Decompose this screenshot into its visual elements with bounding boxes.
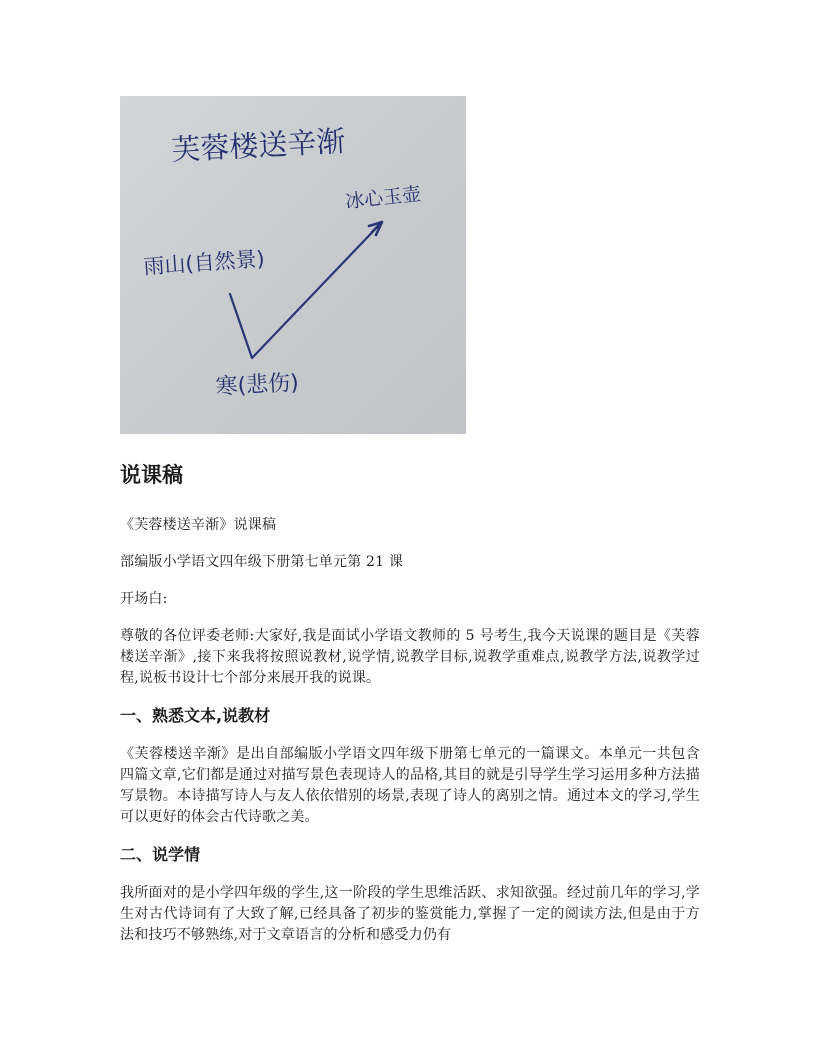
diagram-svg <box>120 96 466 434</box>
handwritten-diagram-photo <box>120 96 466 434</box>
doc-line-lesson: 部编版小学语文四年级下册第七单元第 21 课 <box>120 554 404 570</box>
diagram-arrow-line <box>230 222 382 358</box>
diagram-node-left: 雨山(自然景) <box>142 246 266 279</box>
diagram-title: 芙蓉楼送辛渐 <box>170 123 347 167</box>
doc-line-opening: 开场白: <box>120 591 168 607</box>
document-body <box>120 452 700 962</box>
doc-heading: 说课稿 <box>120 463 183 487</box>
diagram-node-bottom: 寒(悲伤) <box>215 370 300 400</box>
section1-heading: 一、熟悉文本,说教材 <box>120 706 271 725</box>
diagram-node-top: 冰心玉壶 <box>344 183 423 213</box>
doc-intro-paragraph: 尊敬的各位评委老师:大家好,我是面试小学语文教师的 5 号考生,我今天说课的题目是《芙蓉楼送辛渐》,接下来我将按照说教材,说学情,说教学目标,说教学重难点,说教学方法,说教学过程,说板书设计七个部分来展开我的说课。 <box>120 628 700 686</box>
section2-heading: 二、说学情 <box>120 845 201 864</box>
section2-paragraph: 我所面对的是小学四年级的学生,这一阶段的学生思维活跃、求知欲强。经过前几年的学习,学生对古代诗词有了大致了解,已经具备了初步的鉴赏能力,掌握了一定的阅读方法,但是由于方法和技巧不够熟练,对于文章语言的分析和感受力仍有 <box>120 885 700 943</box>
doc-line-title: 《芙蓉楼送辛渐》说课稿 <box>120 517 277 533</box>
section1-paragraph: 《芙蓉楼送辛渐》是出自部编版小学语文四年级下册第七单元的一篇课文。本单元一共包含四篇文章,它们都是通过对描写景色表现诗人的品格,其目的就是引导学生学习运用多种方法描写景物。本诗描写诗人与友人依依惜别的场景,表现了诗人的离别之情。通过本文的学习,学生可以更好的体会古代诗歌之美。 <box>120 746 700 825</box>
